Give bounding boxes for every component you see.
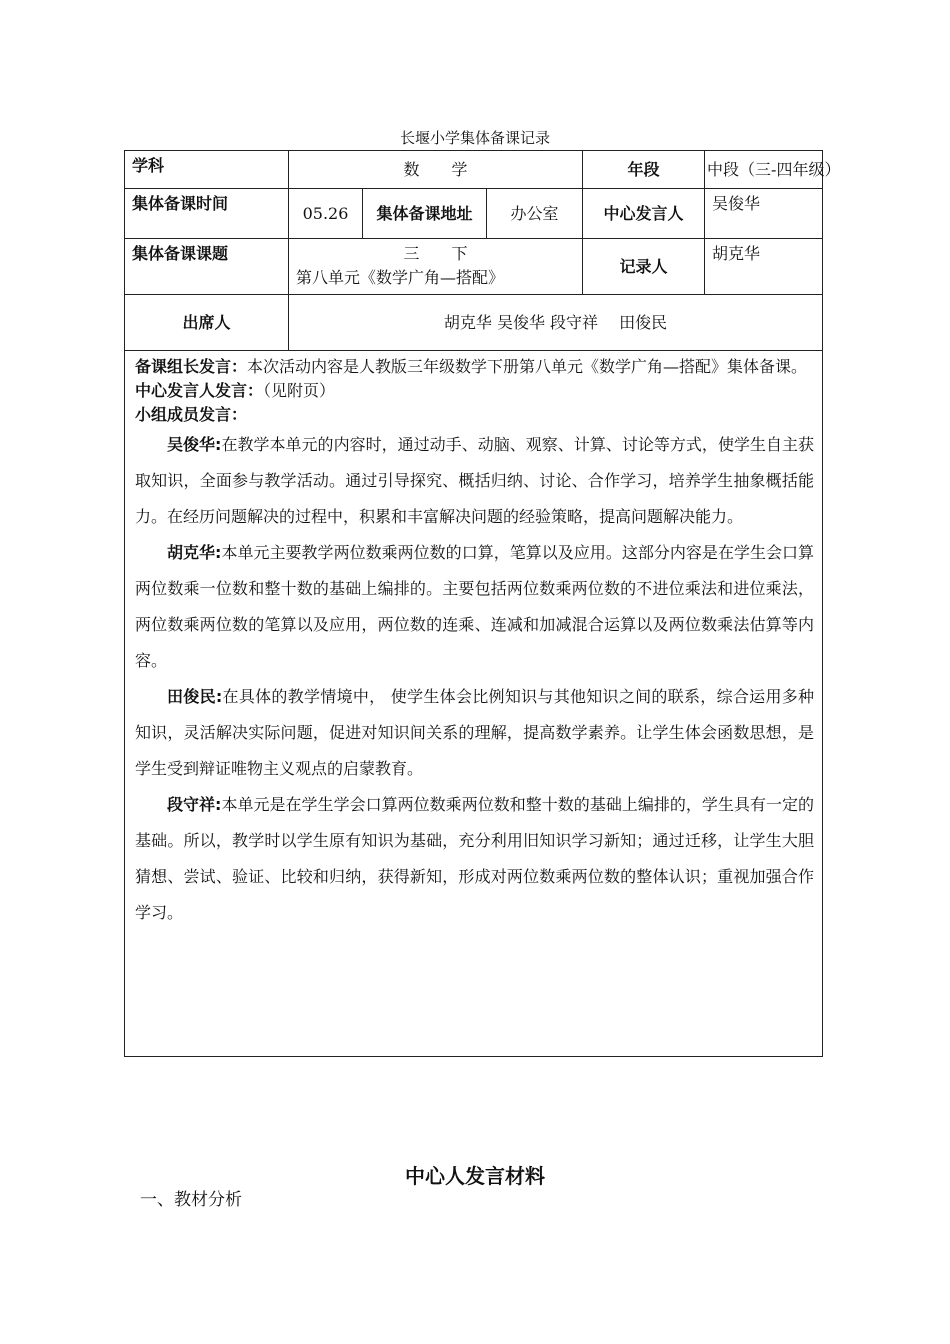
leader-text: 本次活动内容是人教版三年级数学下册第八单元《数学广角—搭配》集体备课。 <box>247 357 808 376</box>
member-text: 本单元主要教学两位数乘两位数的口算，笔算以及应用。这部分内容是在学生会口算两位数乘一位数和整十数的基础上编排的。主要包括两位数乘两位数的不进位乘法和进位乘法，两位数乘两位数的笔算以及应用，两位数的连乘、连减和加减混合运算以及两位数乘法估算等内容。 <box>135 543 815 670</box>
attendees-value: 胡克华 吴俊华 段守祥 田俊民 <box>289 295 823 351</box>
grade-label: 年段 <box>583 151 705 189</box>
recorder-value: 胡克华 <box>705 239 823 295</box>
time-value: 05.26 <box>289 189 363 239</box>
appendix-title: 中心人发言材料 <box>405 1164 545 1188</box>
place-value: 办公室 <box>487 189 583 239</box>
member-text: 本单元是在学生学会口算两位数乘两位数和整十数的基础上编排的，学生具有一定的基础。所以，教学时以学生原有知识为基础，充分利用旧知识学习新知；通过迁移，让学生大胆猜想、尝试、验证、比较和归纳，获得新知，形成对两位数乘两位数的整体认识；重视加强合作学习。 <box>135 795 815 922</box>
place-label: 集体备课地址 <box>363 189 487 239</box>
leader-remark <box>135 355 814 379</box>
speaker-value: 吴俊华 <box>705 189 823 239</box>
member-remark <box>135 535 814 679</box>
subject-label: 学科 <box>125 151 289 189</box>
center-label: 中心发言人发言： <box>135 381 264 400</box>
member-text: 在教学本单元的内容时，通过动手、动脑、观察、计算、讨论等方式，使学生自主获取知识，全面参与教学活动。通过引导探究、概括归纳、讨论、合作学习，培养学生抽象概括能力。在经历问题解决的过程中，积累和丰富解决问题的经验策略，提高问题解决能力。 <box>135 435 815 526</box>
member-name: 胡克华: <box>167 543 222 562</box>
member-name: 吴俊华: <box>167 435 222 454</box>
subject-value: 数 学 <box>289 151 583 189</box>
member-remark <box>135 427 814 535</box>
member-text: 在具体的教学情境中， 使学生体会比例知识与其他知识之间的联系，综合运用多种知识，灵活解决实际问题，促进对知识间关系的理解，提高数学素养。让学生体会函数思想，是学生受到辩证唯物主义观点的启蒙教育。 <box>135 687 815 778</box>
section-heading: 一、教材分析 <box>140 1190 242 1210</box>
attendees-label: 出席人 <box>125 295 289 351</box>
member-name: 田俊民: <box>167 687 223 706</box>
center-remark <box>135 379 814 403</box>
topic-line-2: 第八单元《数学广角—搭配》 <box>296 268 505 287</box>
center-text: （见附页） <box>263 381 336 400</box>
recorder-label: 记录人 <box>583 239 705 295</box>
member-name: 段守祥: <box>167 795 222 814</box>
grade-value: 中段（三-四年级） <box>705 151 823 189</box>
leader-label: 备课组长发言： <box>135 357 248 376</box>
speaker-label: 中心发言人 <box>583 189 705 239</box>
remarks-cell <box>125 351 823 1057</box>
topic-line-1: 三 下 <box>403 244 468 263</box>
document-title: 长堰小学集体备课记录 <box>399 129 550 147</box>
member-remark <box>135 787 814 931</box>
record-table <box>124 150 841 1057</box>
topic-label: 集体备课课题 <box>125 239 289 295</box>
members-label: 小组成员发言： <box>135 405 248 424</box>
time-label: 集体备课时间 <box>125 189 289 239</box>
topic-cell <box>289 239 583 295</box>
member-remark <box>135 679 814 787</box>
